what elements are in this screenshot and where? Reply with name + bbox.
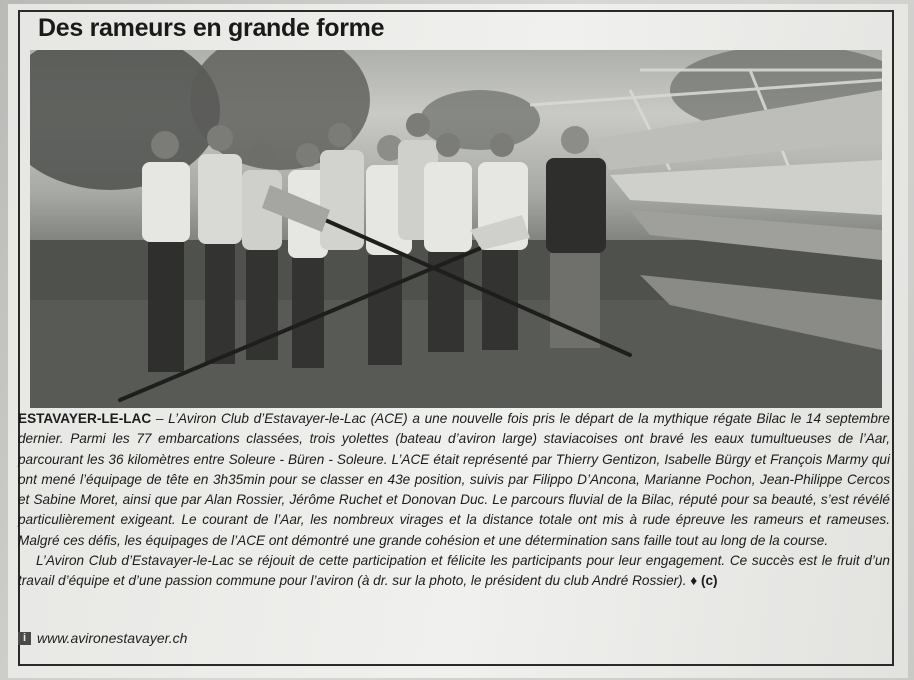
dateline: ESTAVAYER-LE-LAC [18, 411, 152, 426]
article-headline: Des rameurs en grande forme [38, 14, 385, 42]
article-body [18, 409, 890, 592]
website-link[interactable]: www.avironestavayer.ch [37, 630, 188, 646]
footer [18, 630, 187, 646]
paragraph-1-text: – L’Aviron Club d’Estavayer-le-Lac (ACE) a une nouvelle fois pris le départ de la mythique régate Bilac le 14 septembre dernier. Parmi les 77 embarcations classées, trois yolettes (bateau d’aviron large) staviacoises ont bravé les eaux tumultueuses de l’Aar, parcourant les 36 kilomètres entre Soleure - Büren - Soleure. L’ACE était représenté par Thierry Gentizon, Isabelle Bürgy et François Marmy qui ont mené l’équipage de tête en 3h35min pour se classer en 43e position, suivis par Filippo D’Ancona, Marianne Pochon, Jean-Philippe Cercos et Sabine Moret, ainsi que par Alan Rossier, Jérôme Ruchet et Donovan Duc. Le parcours fluvial de la Bilac, réputé pour sa beauté, s’est révélé particulièrement exigeant. Le courant de l’Aar, les nombreux virages et la distance totale ont mis à rude épreuve les rameurs et rameuses. Malgré ces défis, les équipages de l’ACE ont démontré une grande cohésion et une détermination sans faille tout au long de la course. [18, 411, 890, 548]
team-photo [30, 50, 882, 408]
article-paragraph-2 [18, 551, 890, 592]
article-paragraph-1 [18, 409, 890, 551]
info-icon: i [18, 632, 31, 645]
signature: ♦ (c) [686, 573, 718, 589]
paragraph-2-text: L’Aviron Club d’Estavayer-le-Lac se réjouit de cette participation et félicite les participants pour leur engagement. Ce succès est le fruit d’un travail d’équipe et d’une passion commune pour l’aviron (à dr. sur la photo, le président du club André Rossier). [18, 553, 890, 589]
